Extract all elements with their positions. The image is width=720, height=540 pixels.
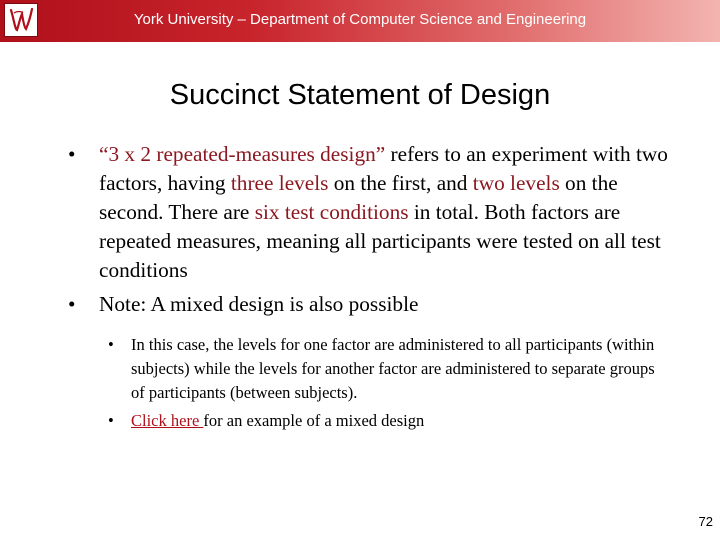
- header-bar: [0, 0, 720, 42]
- three-levels-term: three levels: [230, 171, 329, 195]
- bullet-marker: •: [68, 142, 76, 166]
- bullet-text: refers to an experiment with two factors, having: [99, 142, 668, 195]
- sub-bullet-text: In this case, the levels for one factor are administered to all participants (within subjects) while the levels for another factor are administered to separate groups of participants (between subjects).: [131, 335, 655, 402]
- bullet-marker: •: [68, 292, 76, 316]
- two-levels-term: two levels: [472, 171, 560, 195]
- header-title: York University – Department of Computer Science and Engineering: [133, 11, 587, 28]
- bullet-text: in total. Both factors are repeated measures, meaning all participants were tested on all test conditions: [99, 200, 661, 282]
- slide-title: Succinct Statement of Design: [169, 79, 551, 111]
- design-term: “3 x 2 repeated-measures design”: [99, 142, 386, 166]
- click-here-link[interactable]: Click here: [131, 411, 204, 430]
- sub-bullet-text: for an example of a mixed design: [203, 411, 425, 430]
- bullet-text: on the second. There are: [99, 171, 618, 224]
- sub-bullet-example-link: [100, 409, 668, 433]
- page-number: 72: [698, 514, 713, 529]
- bullet-design-description: [68, 140, 668, 285]
- slide-body: [68, 140, 668, 433]
- york-university-logo: [4, 3, 38, 37]
- bullet-mixed-design-note: [68, 290, 668, 319]
- six-conditions-term: six test conditions: [254, 200, 409, 224]
- bullet-text: Note: A mixed design is also possible: [99, 292, 419, 316]
- sub-bullet-mixed-explanation: [100, 333, 668, 405]
- sub-bullet-marker: •: [108, 411, 114, 430]
- bullet-text: on the first, and: [328, 171, 473, 195]
- sub-bullet-marker: •: [108, 335, 114, 354]
- york-logo-icon: [5, 4, 37, 36]
